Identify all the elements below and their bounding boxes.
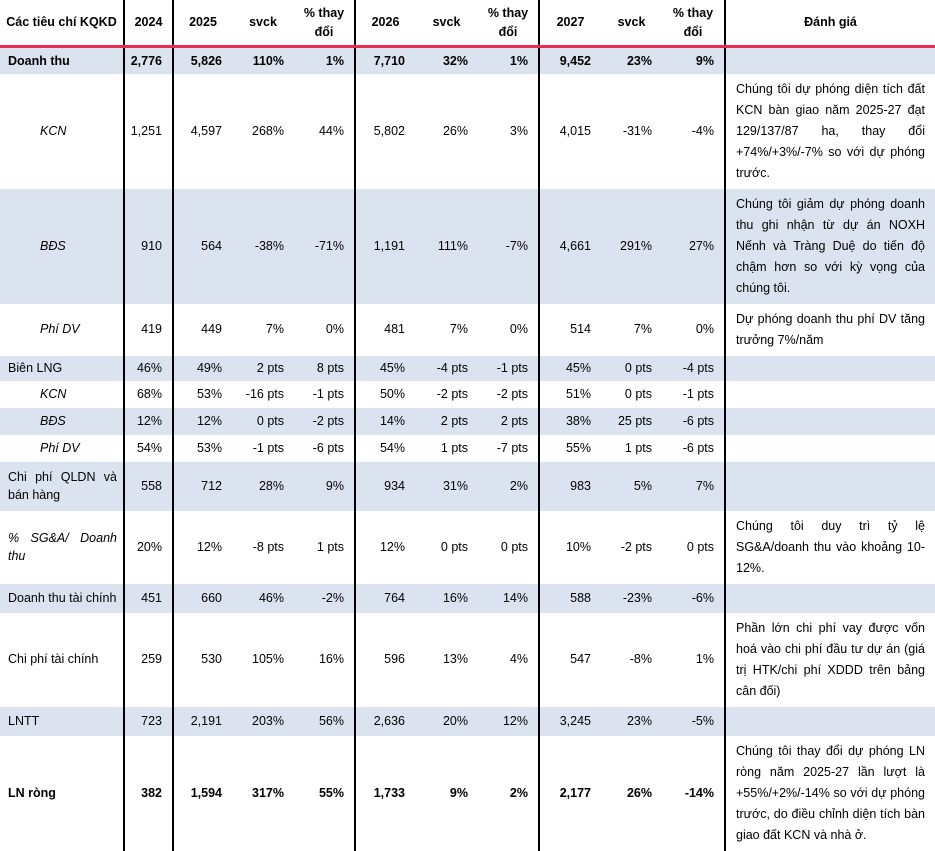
cell-2025: 5,826 xyxy=(173,47,232,74)
row-label: KCN xyxy=(0,74,124,189)
cell-2025-change: 56% xyxy=(294,707,355,736)
cell-2026-svck: 2 pts xyxy=(415,408,478,435)
cell-2024: 558 xyxy=(124,462,173,511)
cell-2025-svck: 2 pts xyxy=(232,356,294,381)
cell-2027: 10% xyxy=(565,539,591,554)
cell-2027-change: -14% xyxy=(662,736,725,851)
cell-2024: 2,776 xyxy=(124,47,173,74)
cell-2025-change: 16% xyxy=(294,613,355,707)
cell-2027: 3,245 xyxy=(539,707,601,736)
cell-2027-change: 0 pts xyxy=(662,511,725,584)
header-2027-change: % thay đổi xyxy=(662,0,725,47)
cell-2025-svck: -38% xyxy=(232,189,294,304)
cell-2026-change: 0% xyxy=(478,304,539,356)
cell-2025: 49% xyxy=(173,356,232,381)
cell-2026-svck: 31% xyxy=(415,462,478,511)
cell-2027-svck: 25 pts xyxy=(601,408,662,435)
cell-2025-change: -2 pts xyxy=(294,408,355,435)
cell-2024: 46% xyxy=(124,356,173,381)
cell-2025-svck: 28% xyxy=(232,462,294,511)
cell-2027-change: -5% xyxy=(662,707,725,736)
cell-2025: 53% xyxy=(196,386,222,401)
cell-2027: 55% xyxy=(565,440,591,455)
cell-2027: 4,015 xyxy=(559,123,591,138)
table-row xyxy=(0,613,935,707)
cell-2027-change: 9% xyxy=(662,47,725,74)
cell-2027-change: 27% xyxy=(662,189,725,304)
row-label: BĐS xyxy=(0,408,124,435)
evaluation-cell xyxy=(725,47,935,74)
cell-2026: 764 xyxy=(355,584,415,613)
cell-2026-svck: 32% xyxy=(415,47,478,74)
header-2027: 2027 xyxy=(539,0,601,47)
table-row xyxy=(0,707,935,736)
header-2025-svck: svck xyxy=(232,0,294,47)
row-label: Biên LNG xyxy=(0,356,124,381)
cell-2026-svck: -2 pts xyxy=(436,386,468,401)
row-label: LNTT xyxy=(0,707,124,736)
cell-2026: 934 xyxy=(355,462,415,511)
evaluation-cell xyxy=(725,707,935,736)
evaluation-cell xyxy=(725,435,935,462)
table-row xyxy=(0,47,935,74)
cell-2024: 68% xyxy=(124,381,173,408)
row-label: KCN xyxy=(0,381,124,408)
cell-2024: 259 xyxy=(124,613,173,707)
cell-2027: 547 xyxy=(570,652,591,667)
cell-2026: 596 xyxy=(384,652,405,667)
cell-2027-change: 0% xyxy=(662,304,725,356)
cell-2027-svck: 0 pts xyxy=(601,356,662,381)
cell-2026: 1,191 xyxy=(355,189,415,304)
cell-2025-change: -1 pts xyxy=(294,381,355,408)
cell-2027-svck: 26% xyxy=(626,785,652,800)
cell-2026-svck: 13% xyxy=(442,652,468,667)
table-row xyxy=(0,462,935,511)
cell-2024: 910 xyxy=(124,189,173,304)
cell-2025-svck: -8 pts xyxy=(252,539,284,554)
evaluation-cell: Phần lớn chi phí vay được vốn hoá vào chi phí đầu tư dự án (giá trị HTK/chi phí XDDD trên bảng cân đối) xyxy=(736,620,925,698)
cell-2026: 5,802 xyxy=(373,123,405,138)
cell-2026-svck: 16% xyxy=(415,584,478,613)
cell-2027: 2,177 xyxy=(559,785,591,800)
cell-2027-svck: 0 pts xyxy=(624,386,652,401)
cell-2027-change: -6% xyxy=(662,584,725,613)
cell-2024: 723 xyxy=(124,707,173,736)
cell-2026-change: 2% xyxy=(478,736,539,851)
cell-2026-change: 14% xyxy=(478,584,539,613)
cell-2026-change: -7 pts xyxy=(478,435,539,462)
header-2025-change: % thay đổi xyxy=(294,0,355,47)
cell-2025-svck: 110% xyxy=(232,47,294,74)
cell-2027-change: -4 pts xyxy=(662,356,725,381)
cell-2026-svck: 26% xyxy=(442,123,468,138)
table-row xyxy=(0,511,935,584)
cell-2026-change: 0 pts xyxy=(478,511,539,584)
cell-2026-svck: -4 pts xyxy=(415,356,478,381)
row-label: BĐS xyxy=(0,189,124,304)
cell-2027-change: -4% xyxy=(662,74,725,189)
cell-2024: 419 xyxy=(124,304,173,356)
cell-2026-svck: 111% xyxy=(415,189,478,304)
table-row xyxy=(0,304,935,356)
cell-2026-change: -7% xyxy=(478,189,539,304)
cell-2026: 12% xyxy=(379,539,405,554)
cell-2027-svck: -8% xyxy=(629,652,652,667)
table-row xyxy=(0,435,935,462)
cell-2027: 588 xyxy=(539,584,601,613)
cell-2025: 449 xyxy=(201,322,222,337)
cell-2027-svck: 7% xyxy=(633,322,652,337)
row-label: Chi phí QLDN và bán hàng xyxy=(0,462,124,511)
header-2025: 2025 xyxy=(173,0,232,47)
table-row xyxy=(0,584,935,613)
table-body xyxy=(0,47,935,851)
evaluation-cell: Chúng tôi dự phóng diện tích đất KCN bàn giao năm 2025-27 đạt 129/137/87 ha, thay đổi +74%/+3%/-7% so với dự phóng trước. xyxy=(736,81,925,180)
table-row xyxy=(0,408,935,435)
cell-2024: 451 xyxy=(124,584,173,613)
cell-2026-change: 12% xyxy=(478,707,539,736)
cell-2025-change: 8 pts xyxy=(294,356,355,381)
cell-2025: 53% xyxy=(196,440,222,455)
header-evaluation: Đánh giá xyxy=(725,0,935,47)
cell-2027-change: -6 pts xyxy=(662,408,725,435)
cell-2027: 4,661 xyxy=(539,189,601,304)
cell-2027-svck: -2 pts xyxy=(620,539,652,554)
cell-2027: 45% xyxy=(539,356,601,381)
cell-2025-svck: 0 pts xyxy=(232,408,294,435)
cell-2025-change: -71% xyxy=(294,189,355,304)
cell-2026-svck: 9% xyxy=(449,785,468,800)
cell-2025-svck: 268% xyxy=(252,123,284,138)
cell-2026: 50% xyxy=(379,386,405,401)
cell-2026: 1,733 xyxy=(373,785,405,800)
cell-2025-svck: 203% xyxy=(232,707,294,736)
cell-2026-change: 1% xyxy=(478,47,539,74)
table-row xyxy=(0,74,935,189)
header-2027-svck: svck xyxy=(601,0,662,47)
cell-2025: 564 xyxy=(173,189,232,304)
table-row xyxy=(0,356,935,381)
cell-2025-change: 9% xyxy=(294,462,355,511)
cell-2025-change: -2% xyxy=(294,584,355,613)
cell-2025-svck: 317% xyxy=(252,785,284,800)
evaluation-cell xyxy=(725,462,935,511)
cell-2025-svck: -1 pts xyxy=(252,440,284,455)
cell-2027-change: 7% xyxy=(662,462,725,511)
table-row xyxy=(0,189,935,304)
cell-2025: 712 xyxy=(173,462,232,511)
cell-2026: 14% xyxy=(355,408,415,435)
table-row xyxy=(0,381,935,408)
header-2026: 2026 xyxy=(355,0,415,47)
row-label: % SG&A/ Doanh thu xyxy=(0,511,124,584)
cell-2027: 9,452 xyxy=(539,47,601,74)
cell-2027-change: 1% xyxy=(662,613,725,707)
header-2026-svck: svck xyxy=(415,0,478,47)
header-2026-change: % thay đổi xyxy=(478,0,539,47)
row-label: Doanh thu tài chính xyxy=(0,584,124,613)
cell-2025: 530 xyxy=(201,652,222,667)
evaluation-cell: Chúng tôi duy trì tỷ lệ SG&A/doanh thu vào khoảng 10-12%. xyxy=(736,518,925,575)
cell-2026: 45% xyxy=(355,356,415,381)
header-2024: 2024 xyxy=(124,0,173,47)
cell-2027: 38% xyxy=(539,408,601,435)
row-label: Phí DV xyxy=(0,435,124,462)
cell-2027-change: -6 pts xyxy=(662,435,725,462)
cell-2025-change: 55% xyxy=(294,736,355,851)
cell-2025-svck: 105% xyxy=(252,652,284,667)
evaluation-cell xyxy=(725,584,935,613)
cell-2026-change: 3% xyxy=(478,74,539,189)
cell-2025: 12% xyxy=(196,539,222,554)
cell-2027-change: -1 pts xyxy=(662,381,725,408)
cell-2027-svck: 23% xyxy=(601,47,662,74)
cell-2027-svck: -31% xyxy=(622,123,652,138)
cell-2025-svck: -16 pts xyxy=(245,386,284,401)
cell-2026: 481 xyxy=(384,322,405,337)
row-label: Phí DV xyxy=(0,304,124,356)
cell-2026-change: -2 pts xyxy=(478,381,539,408)
cell-2026: 54% xyxy=(379,440,405,455)
cell-2027-svck: -23% xyxy=(601,584,662,613)
cell-2025: 2,191 xyxy=(173,707,232,736)
cell-2025-svck: 46% xyxy=(232,584,294,613)
table-row xyxy=(0,736,935,851)
cell-2026: 7,710 xyxy=(355,47,415,74)
cell-2026: 2,636 xyxy=(355,707,415,736)
cell-2025-change: 1% xyxy=(294,47,355,74)
row-label: Chi phí tài chính xyxy=(0,613,124,707)
cell-2026-svck: 20% xyxy=(415,707,478,736)
evaluation-cell: Chúng tôi giảm dự phóng doanh thu ghi nhận từ dự án NOXH Nếnh và Tràng Duệ do tiến độ chậm hơn so với kỳ vọng của chúng tôi. xyxy=(725,189,935,304)
evaluation-cell xyxy=(725,356,935,381)
evaluation-cell xyxy=(725,408,935,435)
cell-2024: 12% xyxy=(124,408,173,435)
cell-2027-svck: 23% xyxy=(601,707,662,736)
cell-2026-change: 4% xyxy=(478,613,539,707)
header-row xyxy=(0,0,935,47)
cell-2027: 51% xyxy=(565,386,591,401)
cell-2025-svck: 7% xyxy=(265,322,284,337)
cell-2024: 382 xyxy=(124,736,173,851)
cell-2025-change: 44% xyxy=(294,74,355,189)
cell-2024: 54% xyxy=(124,435,173,462)
cell-2026-change: -1 pts xyxy=(478,356,539,381)
cell-2025-change: 1 pts xyxy=(294,511,355,584)
cell-2025: 4,597 xyxy=(190,123,222,138)
header-criteria: Các tiêu chí KQKD xyxy=(0,0,124,47)
cell-2025: 1,594 xyxy=(190,785,222,800)
evaluation-cell xyxy=(725,381,935,408)
row-label: Doanh thu xyxy=(0,47,124,74)
cell-2027-svck: 1 pts xyxy=(624,440,652,455)
row-label: LN ròng xyxy=(0,736,124,851)
cell-2025-change: -6 pts xyxy=(294,435,355,462)
cell-2026-svck: 1 pts xyxy=(440,440,468,455)
cell-2026-svck: 7% xyxy=(449,322,468,337)
evaluation-cell: Chúng tôi thay đổi dự phóng LN ròng năm 2025-27 lần lượt là +55%/+2%/-14% so với dự phóng trước, do điều chỉnh diện tích bàn giao đất KCN và nhà ở. xyxy=(736,743,925,842)
cell-2027: 983 xyxy=(539,462,601,511)
cell-2025-change: 0% xyxy=(294,304,355,356)
cell-2027: 514 xyxy=(570,322,591,337)
cell-2025: 12% xyxy=(173,408,232,435)
cell-2027-svck: 5% xyxy=(601,462,662,511)
cell-2026-change: 2% xyxy=(478,462,539,511)
evaluation-cell: Dự phóng doanh thu phí DV tăng trưởng 7%/năm xyxy=(736,311,925,347)
cell-2024: 20% xyxy=(124,511,173,584)
cell-2026-svck: 0 pts xyxy=(440,539,468,554)
cell-2027-svck: 291% xyxy=(601,189,662,304)
cell-2024: 1,251 xyxy=(124,74,173,189)
cell-2025: 660 xyxy=(173,584,232,613)
cell-2026-change: 2 pts xyxy=(478,408,539,435)
